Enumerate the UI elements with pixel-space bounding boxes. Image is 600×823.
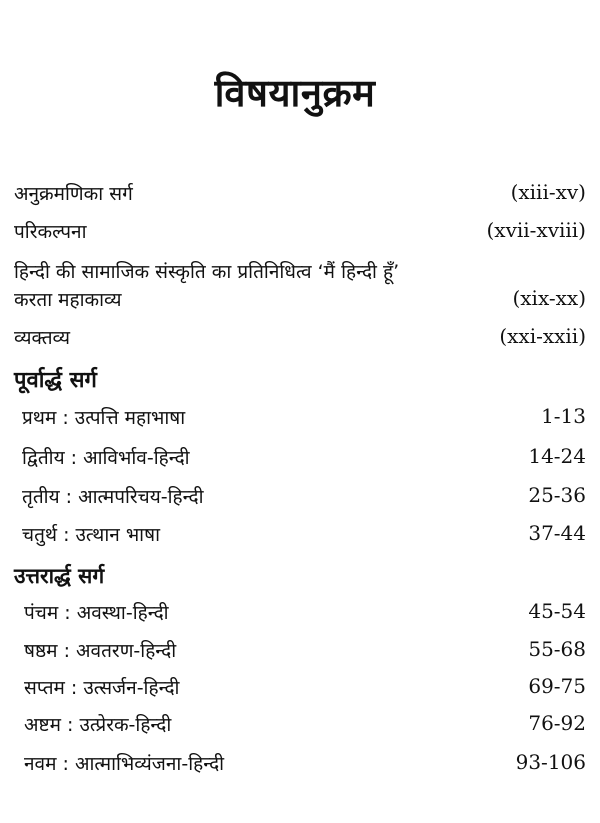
toc-entry-pages: 37-44 bbox=[528, 521, 586, 545]
toc-entry-pages: 14-24 bbox=[528, 444, 586, 468]
toc-entry-pages: 25-36 bbox=[528, 483, 586, 507]
toc-entry[interactable] bbox=[14, 444, 586, 476]
toc-entry[interactable] bbox=[14, 404, 586, 436]
toc-entry-pages: 45-54 bbox=[528, 599, 586, 623]
toc-entry-label: षष्ठम : अवतरण-हिन्दी bbox=[24, 640, 177, 662]
toc-entry-label: द्वितीय : आविर्भाव-हिन्दी bbox=[22, 447, 190, 469]
toc-entry-pages: 55-68 bbox=[528, 637, 586, 661]
toc-entry[interactable] bbox=[14, 218, 586, 250]
toc-entry-label: चतुर्थ : उत्थान भाषा bbox=[22, 524, 161, 546]
toc-entry[interactable] bbox=[14, 258, 586, 318]
toc-entry-label: व्यक्तव्य bbox=[14, 327, 71, 349]
page-title: विषयानुक्रम bbox=[214, 71, 376, 115]
toc-entry[interactable] bbox=[14, 711, 586, 743]
toc-entry[interactable] bbox=[14, 521, 586, 553]
toc-entry-pages: 1-13 bbox=[541, 404, 586, 428]
toc-entry[interactable] bbox=[14, 483, 586, 515]
toc-entry[interactable] bbox=[14, 180, 586, 212]
toc-entry-pages: (xxi-xxii) bbox=[499, 324, 586, 348]
toc-entry-label: तृतीय : आत्मपरिचय-हिन्दी bbox=[22, 486, 204, 508]
toc-entry-pages: 76-92 bbox=[528, 711, 586, 735]
toc-entry-pages: 69-75 bbox=[528, 674, 586, 698]
toc-entry-pages: 93-106 bbox=[515, 750, 586, 774]
section-heading-purvardh: पूर्वार्द्ध सर्ग bbox=[14, 368, 97, 393]
toc-entry-label-line2: करता महाकाव्य bbox=[14, 289, 122, 311]
toc-entry-label: प्रथम : उत्पत्ति महाभाषा bbox=[22, 407, 186, 429]
toc-entry-pages: (xvii-xviii) bbox=[486, 218, 586, 242]
toc-entry-label: अनुक्रमणिका सर्ग bbox=[14, 183, 133, 205]
toc-entry[interactable] bbox=[14, 674, 586, 706]
toc-entry-label: हिन्दी की सामाजिक संस्कृति का प्रतिनिधित्व ‘मैं हिन्दी हूँ’ bbox=[14, 261, 400, 283]
section-heading-uttarardh: उत्तरार्द्ध सर्ग bbox=[14, 564, 105, 588]
toc-entry-label: पंचम : अवस्था-हिन्दी bbox=[24, 602, 169, 624]
toc-entry[interactable] bbox=[14, 750, 586, 782]
toc-entry-label: परिकल्पना bbox=[14, 221, 87, 243]
toc-entry[interactable] bbox=[14, 324, 586, 356]
toc-entry[interactable] bbox=[14, 599, 586, 631]
toc-entry-label: अष्टम : उत्प्रेरक-हिन्दी bbox=[24, 714, 172, 736]
toc-entry-label: सप्तम : उत्सर्जन-हिन्दी bbox=[24, 677, 180, 699]
toc-entry-label: नवम : आत्माभिव्यंजना-हिन्दी bbox=[24, 753, 225, 775]
toc-entry-pages: (xiii-xv) bbox=[510, 180, 586, 204]
toc-entry-pages: (xix-xx) bbox=[512, 286, 586, 310]
toc-entry[interactable] bbox=[14, 637, 586, 669]
